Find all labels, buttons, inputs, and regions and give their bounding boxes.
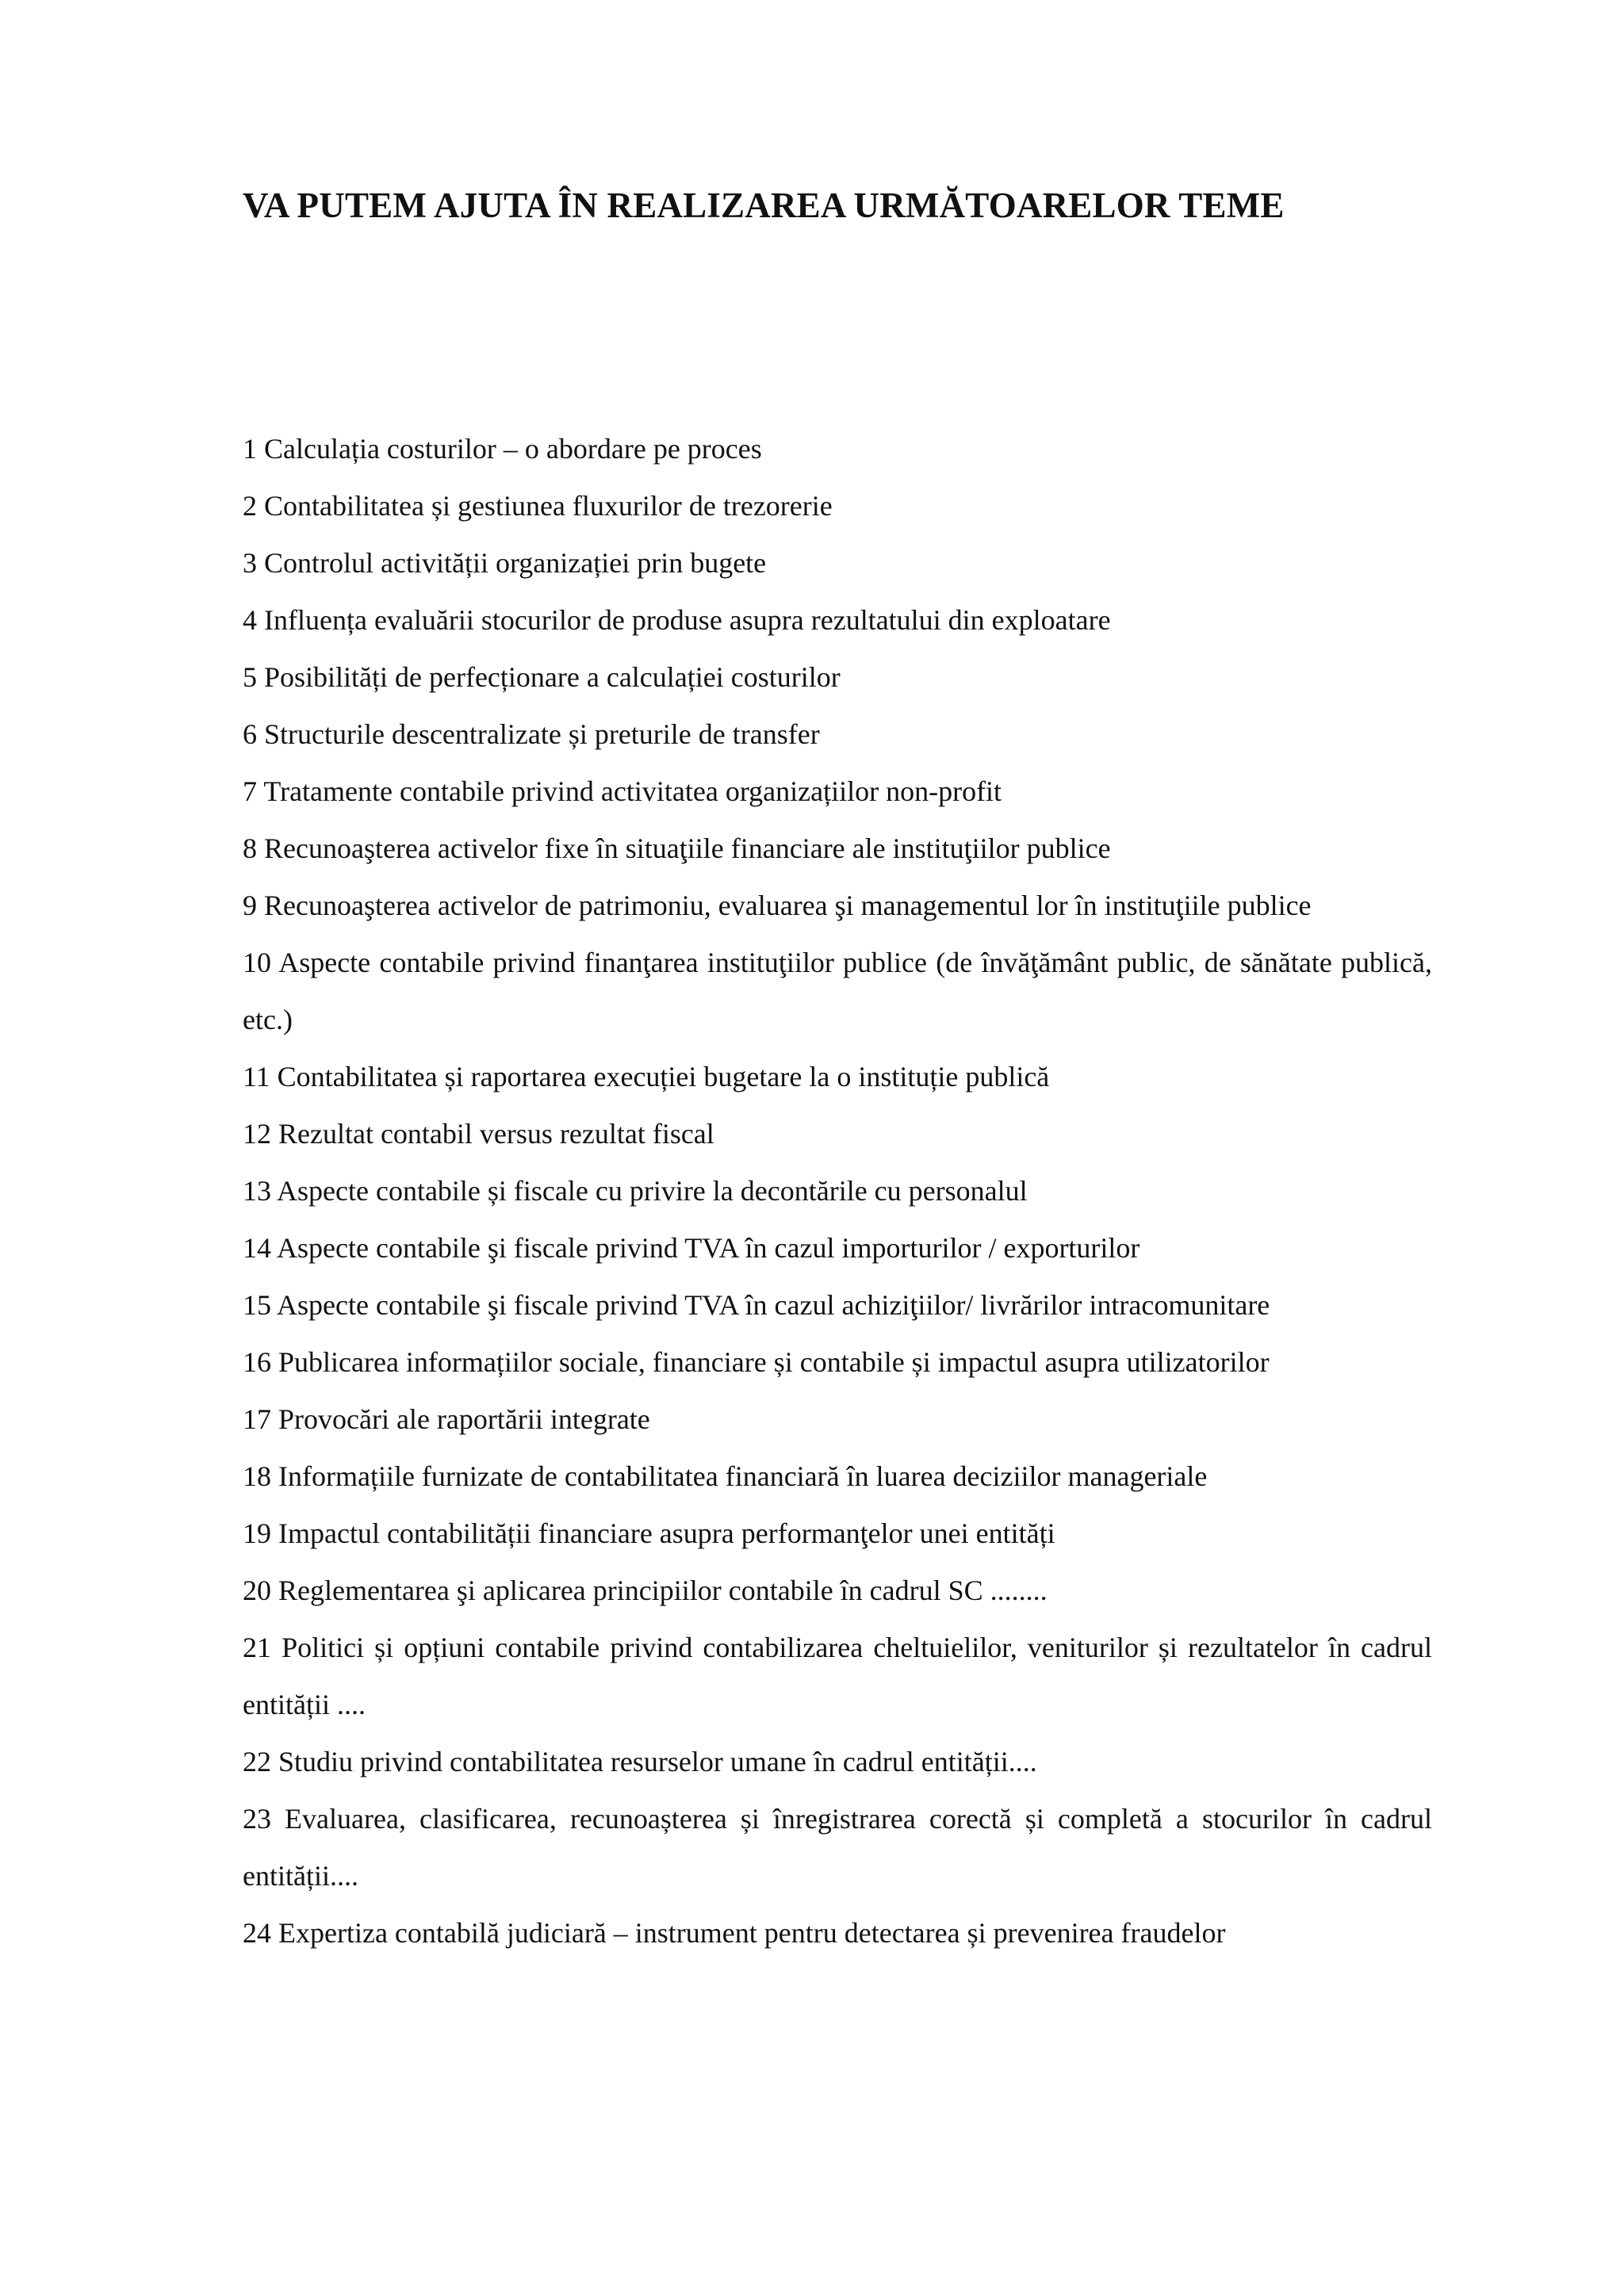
topic-item: 4 Influența evaluării stocurilor de produse asupra rezultatului din exploatare xyxy=(243,604,1111,636)
topic-list xyxy=(243,420,1432,1961)
topic-item: 13 Aspecte contabile și fiscale cu privire la decontările cu personalul xyxy=(243,1175,1028,1207)
topic-item: 23 Evaluarea, clasificarea, recunoașterea și înregistrarea corectă și completă a stocurilor în cadrul entității.... xyxy=(243,1803,1432,1892)
topic-item: 9 Recunoaşterea activelor de patrimoniu, evaluarea şi managementul lor în instituţiile publice xyxy=(243,890,1312,921)
topic-item: 21 Politici și opțiuni contabile privind contabilizarea cheltuielilor, veniturilor și rezultatelor în cadrul entității .... xyxy=(243,1632,1432,1720)
topic-item: 24 Expertiza contabilă judiciară – instrument pentru detectarea și prevenirea fraudelor xyxy=(243,1917,1226,1949)
topic-item: 6 Structurile descentralizate și preturile de transfer xyxy=(243,718,820,750)
topic-item: 22 Studiu privind contabilitatea resurselor umane în cadrul entității.... xyxy=(243,1746,1037,1777)
topic-item: 1 Calculația costurilor – o abordare pe proces xyxy=(243,433,762,465)
topic-item: 19 Impactul contabilității financiare asupra performanţelor unei entități xyxy=(243,1517,1055,1549)
topic-item: 20 Reglementarea şi aplicarea principiilor contabile în cadrul SC ........ xyxy=(243,1575,1048,1606)
topic-item: 11 Contabilitatea și raportarea execuției bugetare la o instituție publică xyxy=(243,1061,1050,1093)
topic-item: 7 Tratamente contabile privind activitatea organizațiilor non-profit xyxy=(243,775,1002,807)
topic-item: 17 Provocări ale raportării integrate xyxy=(243,1403,650,1435)
topic-item: 16 Publicarea informațiilor sociale, financiare și contabile și impactul asupra utilizatorilor xyxy=(243,1346,1270,1378)
topic-item: 2 Contabilitatea și gestiunea fluxurilor de trezorerie xyxy=(243,490,833,522)
topic-item: 15 Aspecte contabile şi fiscale privind TVA în cazul achiziţiilor/ livrărilor intracomunitare xyxy=(243,1289,1270,1321)
topic-item: 12 Rezultat contabil versus rezultat fiscal xyxy=(243,1118,714,1150)
topic-item: 14 Aspecte contabile şi fiscale privind TVA în cazul importurilor / exporturilor xyxy=(243,1232,1140,1264)
topic-item: 3 Controlul activității organizației prin bugete xyxy=(243,547,767,579)
topic-item: 8 Recunoaşterea activelor fixe în situaţiile financiare ale instituţiilor publice xyxy=(243,832,1111,864)
topic-item: 18 Informațiile furnizate de contabilitatea financiară în luarea deciziilor manageriale xyxy=(243,1460,1208,1492)
topic-item: 10 Aspecte contabile privind finanţarea instituţiilor publice (de învăţământ public, de sănătate publică, etc.) xyxy=(243,947,1432,1035)
document-title: VA PUTEM AJUTA ÎN REALIZAREA URMĂTOARELOR TEME xyxy=(243,186,1285,225)
topic-item: 5 Posibilități de perfecționare a calculației costurilor xyxy=(243,661,841,693)
